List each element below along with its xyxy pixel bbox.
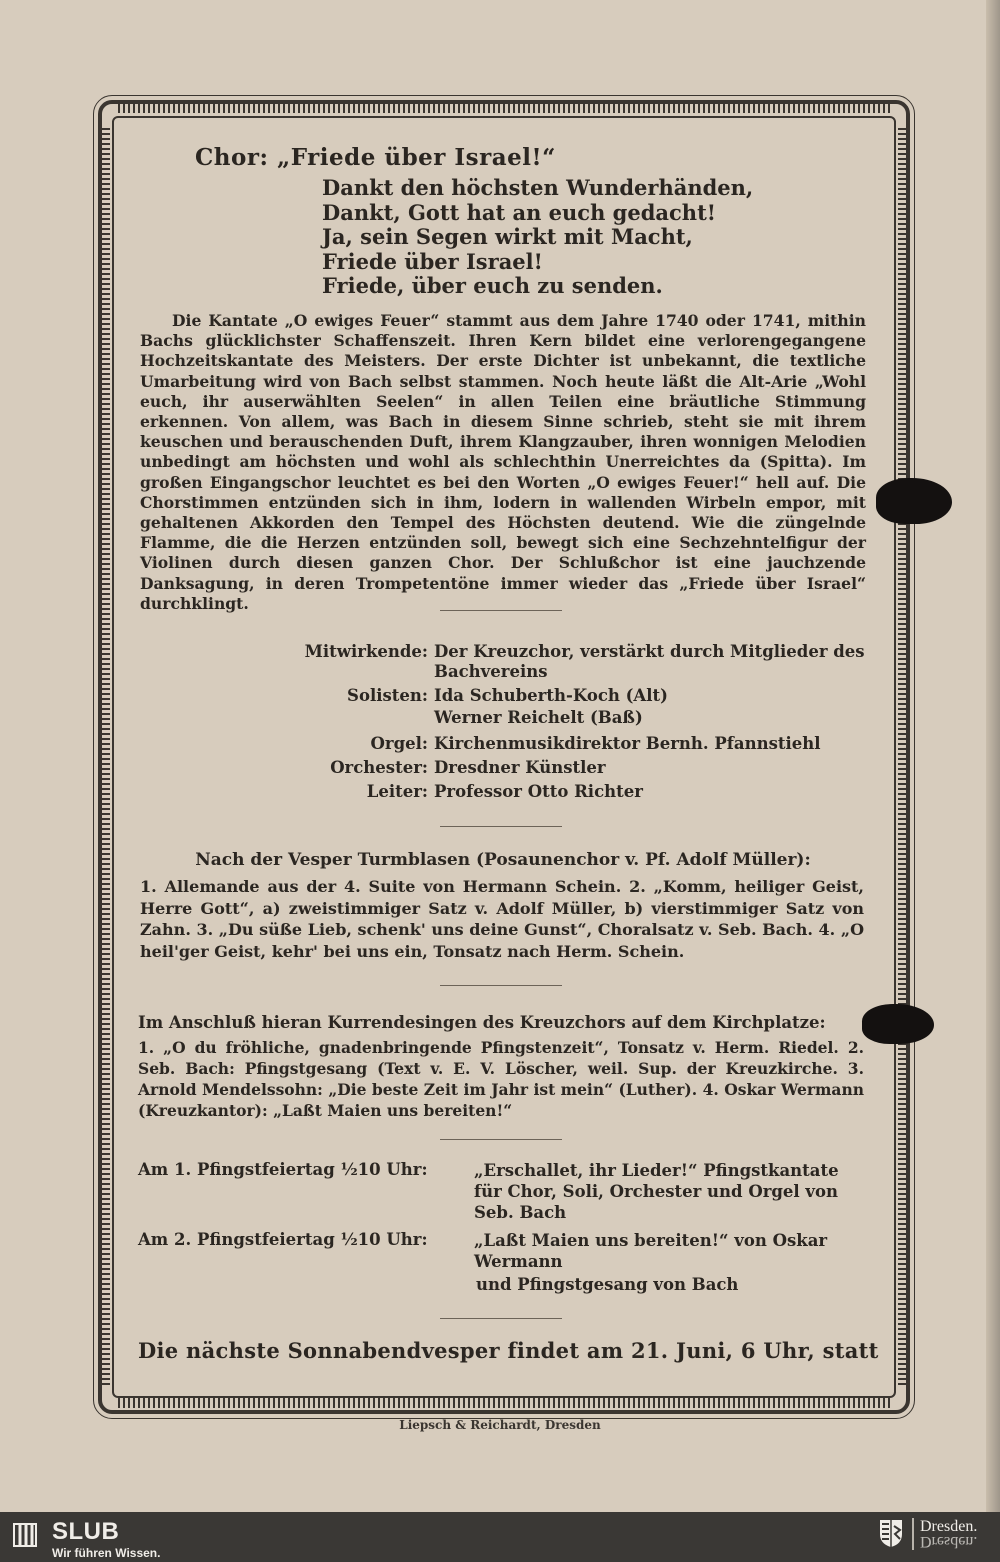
- verse-block: [322, 176, 753, 299]
- ink-stain: [876, 478, 952, 524]
- credit-label: [140, 708, 434, 728]
- feiertag-2-label: Am 2. Pfingstfeiertag ½10 Uhr:: [138, 1230, 428, 1249]
- chor-title: Chor: „Friede über Israel!“: [195, 144, 556, 171]
- divider: [440, 1318, 562, 1319]
- credit-value: Ida Schuberth-Koch (Alt): [434, 686, 668, 705]
- credit-row: [140, 708, 866, 728]
- feiertag-1-label: Am 1. Pfingstfeiertag ½10 Uhr:: [138, 1160, 428, 1179]
- credit-row: [140, 686, 866, 706]
- footer-separator: [912, 1518, 914, 1550]
- printer-imprint: Liepsch & Reichardt, Dresden: [399, 1418, 601, 1432]
- feiertag-1: [138, 1160, 866, 1223]
- library-claim: Wir führen Wissen.: [52, 1546, 161, 1560]
- verse-line: Friede, über euch zu senden.: [322, 273, 663, 298]
- border-hatch-bottom: [118, 1398, 890, 1408]
- feiertag-1-program: „Erschallet, ihr Lieder!“ Pfingstkantate für Chor, Soli, Orchester und Orgel von Seb. Bach: [474, 1161, 839, 1222]
- divider: [440, 610, 562, 611]
- slub-logo-icon: [12, 1520, 40, 1550]
- credit-value: Der Kreuzchor, verstärkt durch Mitglieder des Bachvereins: [434, 642, 865, 681]
- credit-row: [140, 782, 866, 802]
- credit-value: Werner Reichelt (Baß): [434, 708, 643, 727]
- divider: [440, 826, 562, 827]
- credits-block: [140, 642, 866, 804]
- divider: [440, 1139, 562, 1140]
- border-hatch-left: [102, 128, 110, 1386]
- feiertag-2-extra: und Pfingstgesang von Bach: [476, 1275, 739, 1294]
- credit-row: [140, 642, 866, 682]
- credit-value: Professor Otto Richter: [434, 782, 643, 801]
- credit-row: [140, 758, 866, 778]
- dresden-crest-icon: [878, 1518, 904, 1548]
- credit-label: Leiter:: [366, 782, 428, 801]
- verse-line: Ja, sein Segen wirkt mit Macht,: [322, 224, 693, 249]
- credit-label: Solisten:: [347, 686, 428, 705]
- page-edge: [986, 0, 1000, 1512]
- ink-stain: [862, 1004, 934, 1044]
- partner-name-mirror: Dresden.: [920, 1533, 978, 1550]
- credit-value: Dresdner Künstler: [434, 758, 606, 777]
- footer-bar: [0, 1512, 1000, 1562]
- partner-name: Dresden.: [920, 1518, 978, 1535]
- credit-row: [140, 734, 866, 754]
- partner-logo[interactable]: [920, 1520, 977, 1548]
- verse-line: Friede über Israel!: [322, 248, 543, 274]
- credit-label: Orgel:: [370, 734, 428, 753]
- kurrende-title: Im Anschluß hieran Kurrendesingen des Kreuzchors auf dem Kirchplatze:: [138, 1013, 826, 1032]
- credit-label: Orchester:: [330, 758, 428, 777]
- credit-label: Mitwirkende:: [304, 642, 428, 661]
- divider: [440, 985, 562, 986]
- turmblasen-program: 1. Allemande aus der 4. Suite von Hermann Schein. 2. „Komm, heiliger Geist, Herre Gott“, a) zweistimmiger Satz v. Adolf Müller, b) vierstimmiger Satz von Zahn. 3. „Du süße Lieb, schenk' uns deine Gunst“, Choralsatz v. Seb. Bach. 4. „O heil'ger Geist, kehr' bei uns ein, Tonsatz nach Herm. Schein.: [140, 877, 864, 961]
- credit-value: Kirchenmusikdirektor Bernh. Pfannstiehl: [434, 734, 821, 753]
- verse-line: Dankt, Gott hat an euch gedacht!: [322, 199, 716, 225]
- next-vesper-notice: Die nächste Sonnabendvesper findet am 21. Juni, 6 Uhr, statt: [138, 1338, 879, 1363]
- cantata-description: Die Kantate „O ewiges Feuer“ stammt aus dem Jahre 1740 oder 1741, mithin Bachs glücklichster Schaffenszeit. Ihren Kern bildet eine verlorengegangene Hochzeitskantate des Meisters. Der erste Dichter ist unbekannt, die textliche Umarbeitung wird von Bach selbst stammen. Noch heute läßt die Alt-Arie „Wohl euch, ihr auserwählten Seelen“ in allen Teilen eine bräutliche Stimmung erkennen. Von allem, was Bach in diesem Sinne schrieb, steht sie mit ihrem keuschen und berauschenden Duft, ihrem Klangzauber, ihren wonnigen Melodien unbedingt am höchsten und wohl als schlechthin Unerreichtes da (Spitta). Im großen Eingangschor leuchtet es bei den Worten „O ewiges Feuer!“ hell auf. Die Chorstimmen entzünden sich in ihm, lodern in wallenden Wirbeln empor, mit gehaltenen Akkorden den Tempel des Höchsten deutend. Wie die züngelnde Flamme, die die Herzen entzünden soll, bewegt sich eine Sechzehntelfigur der Violinen durch diesen ganzen Chor. Der Schlußchor ist eine jauchzende Danksagung, in deren Trompetentöne immer wieder das „Friede über Israel“ durchklingt.: [140, 311, 866, 613]
- kurrende-program: 1. „O du fröhliche, gnadenbringende Pfingstenzeit“, Tonsatz v. Herm. Riedel. 2. Seb. Bach: Pfingstgesang (Text v. E. V. Löscher, weil. Sup. der Kreuzkirche. 3. Arnold Mendelssohn: „Die beste Zeit im Jahr ist mein“ (Luther). 4. Oskar Wermann (Kreuzkantor): „Laßt Maien uns bereiten!“: [138, 1038, 864, 1120]
- verse-line: Dankt den höchsten Wunderhänden,: [322, 175, 754, 200]
- border-hatch-top: [118, 103, 890, 113]
- library-name[interactable]: SLUB: [52, 1518, 120, 1545]
- border-hatch-right: [898, 128, 906, 1386]
- turmblasen-title: Nach der Vesper Turmblasen (Posaunenchor v. Pf. Adolf Müller):: [195, 850, 811, 870]
- feiertag-2: [138, 1230, 866, 1272]
- feiertag-2-program: „Laßt Maien uns bereiten!“ von Oskar Wermann: [474, 1231, 828, 1271]
